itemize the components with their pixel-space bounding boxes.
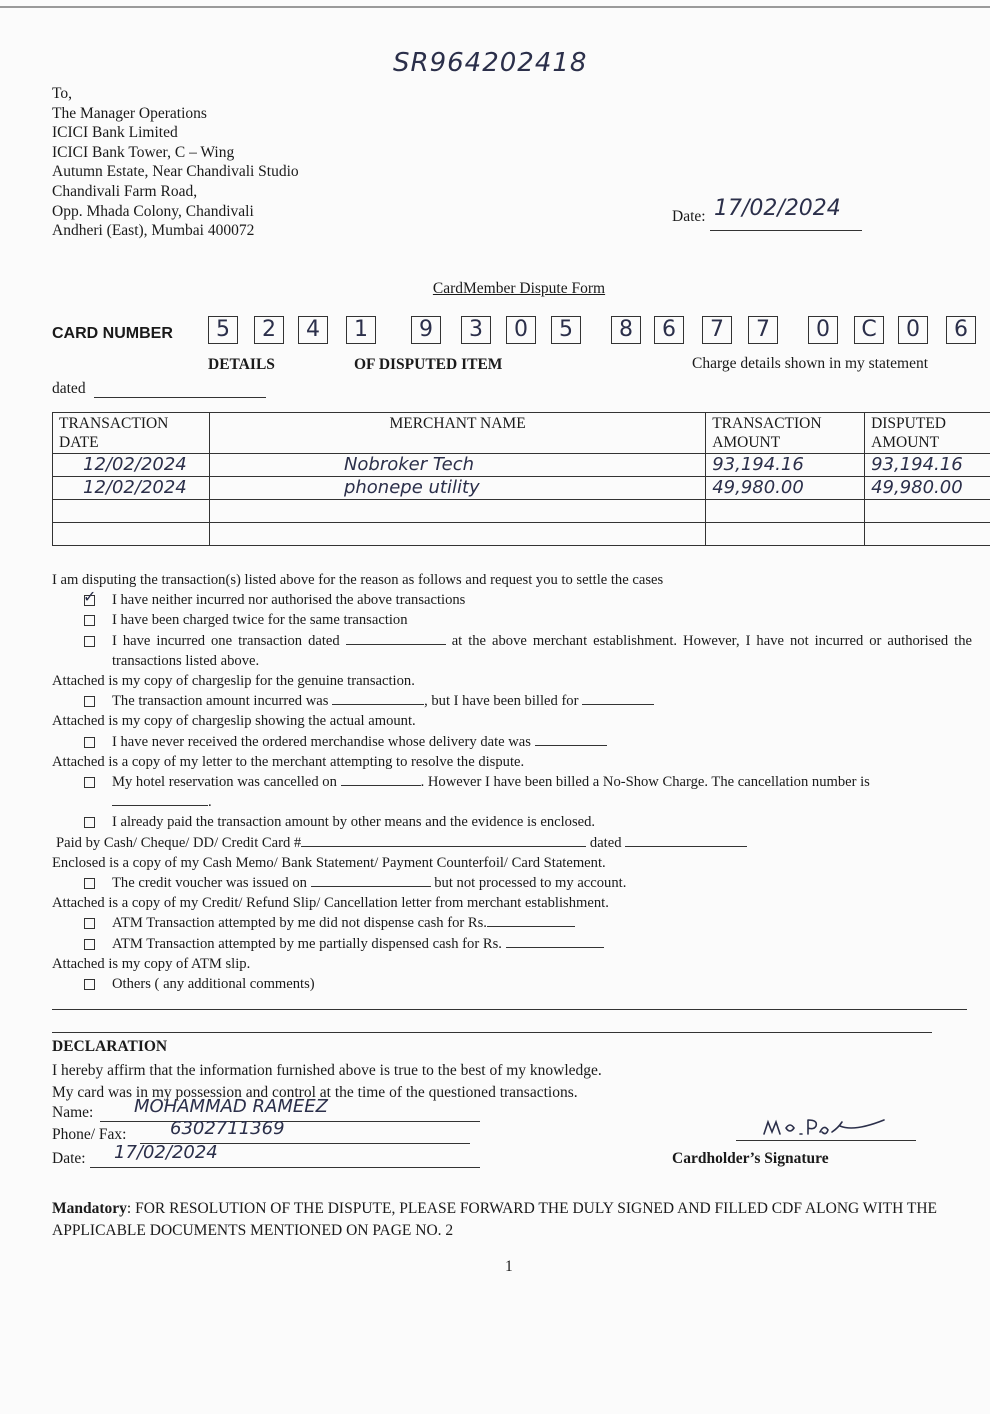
column-header: TRANSACTION AMOUNT (706, 413, 865, 454)
enclosed-note: Enclosed is a copy of my Cash Memo/ Bank Statement/ Payment Counterfoil/ Card Statement. (52, 854, 606, 871)
paid-by-label: Paid by Cash/ Cheque/ DD/ Credit Card # (56, 834, 302, 851)
card-number-label: CARD NUMBER (52, 325, 173, 342)
amount-cell[interactable] (706, 500, 865, 523)
attachment-note: Attached is my copy of chargeslip for the genuine transaction. (52, 673, 415, 690)
card-digit-box[interactable]: C (854, 316, 884, 344)
merchant-cell[interactable]: phonepe utility (209, 477, 705, 500)
signature-label: Cardholder’s Signature (672, 1150, 829, 1167)
cardholder-signature[interactable] (760, 1112, 890, 1148)
column-header: MERCHANT NAME (209, 413, 705, 454)
blank-field[interactable] (506, 935, 604, 948)
name-value[interactable]: MOHAMMAD RAMEEZ (134, 1096, 328, 1117)
blank-field[interactable] (487, 914, 575, 927)
checkbox-icon[interactable] (84, 878, 95, 889)
reason-paid-other (52, 812, 972, 832)
date-label: Date: (52, 1150, 86, 1167)
reason-not-authorised (52, 590, 972, 610)
card-digit-box[interactable]: 5 (208, 316, 238, 344)
attachment-note: Attached is a copy of my Credit/ Refund Slip/ Cancellation letter from merchant establishment. (52, 895, 609, 912)
card-digit-box[interactable]: 6 (654, 316, 684, 344)
card-digit-box[interactable]: 6 (946, 316, 976, 344)
phone-value[interactable]: 6302711369 (170, 1118, 285, 1139)
card-digit-box[interactable]: 7 (748, 316, 778, 344)
txn-date-cell[interactable]: 12/02/2024 (53, 477, 210, 500)
reason-label: , but I have been billed for (424, 693, 579, 710)
checkbox-icon[interactable] (84, 737, 95, 748)
reason-one-transaction (52, 631, 972, 671)
reason-atm-partial (52, 934, 972, 954)
dispute-reasons (52, 570, 972, 994)
reference-number: SR964202418 (393, 48, 588, 78)
phone-label: Phone/ Fax: (52, 1126, 127, 1143)
reason-label: . However I have been billed a No-Show Charge. The cancellation number is (420, 774, 870, 791)
statement-dated (52, 380, 86, 398)
blank-field[interactable] (535, 733, 607, 746)
checkbox-checked-icon[interactable] (84, 595, 95, 606)
disputed-amount-cell[interactable]: 93,194.16 (865, 454, 990, 477)
amount-cell[interactable]: 49,980.00 (706, 477, 865, 500)
card-digit-box[interactable]: 2 (254, 316, 284, 344)
merchant-cell[interactable]: Nobroker Tech (209, 454, 705, 477)
merchant-cell[interactable] (209, 500, 705, 523)
checkbox-icon[interactable] (84, 636, 95, 647)
reason-label: ATM Transaction attempted by me did not dispense cash for Rs. (112, 915, 487, 932)
reason-others (52, 974, 972, 994)
form-date (672, 196, 841, 226)
table-header-row (53, 413, 990, 454)
checkbox-icon[interactable] (84, 939, 95, 950)
blank-field[interactable] (625, 834, 747, 847)
signature-line (736, 1140, 916, 1141)
date-value[interactable]: 17/02/2024 (114, 1142, 218, 1163)
name-field (52, 1096, 328, 1122)
disputed-amount-cell[interactable]: 49,980.00 (865, 477, 990, 500)
disputed-transactions-table (52, 412, 990, 546)
checkbox-icon[interactable] (84, 696, 95, 707)
dated-blank[interactable] (94, 397, 266, 398)
blank-field[interactable] (301, 834, 586, 847)
date-label: Date: (672, 208, 706, 225)
disputed-amount-cell[interactable] (865, 523, 990, 546)
column-header: TRANSACTION DATE (53, 413, 210, 454)
address-line: Chandivali Farm Road, (52, 182, 198, 200)
card-digit-box[interactable]: 8 (611, 316, 641, 344)
declaration-heading: DECLARATION (52, 1038, 168, 1055)
card-digit-box[interactable]: 5 (551, 316, 581, 344)
reason-label: My hotel reservation was cancelled on (112, 774, 337, 791)
table-row (53, 523, 990, 546)
reason-label: I have neither incurred nor authorised the above transactions (112, 592, 466, 609)
txn-date-cell[interactable] (53, 523, 210, 546)
reason-credit-voucher (52, 873, 972, 893)
disputed-item-heading: OF DISPUTED ITEM (354, 356, 503, 373)
paid-dated-label: dated (589, 834, 622, 851)
mandatory-text: : FOR RESOLUTION OF THE DISPUTE, PLEASE FORWARD THE DULY SIGNED AND FILLED CDF ALONG WITH THE APPLICABLE DOCUMENTS MENTIONED ON PAGE NO. 2 (52, 1200, 937, 1239)
reason-amount-differs (52, 691, 972, 711)
address-line: Andheri (East), Mumbai 400072 (52, 222, 255, 240)
date-underline (90, 1167, 480, 1168)
attachment-note: Attached is a copy of my letter to the merchant attempting to resolve the dispute. (52, 753, 525, 770)
blank-field[interactable] (332, 692, 424, 705)
paid-by-line (52, 833, 972, 853)
details-heading: DETAILS (208, 356, 275, 373)
address-line: Opp. Mhada Colony, Chandivali (52, 202, 254, 220)
attachment-note: Attached is my copy of ATM slip. (52, 955, 251, 972)
checkbox-icon[interactable] (84, 777, 95, 788)
reason-label: but not processed to my account. (434, 875, 627, 892)
reason-label: I have incurred one transaction dated (112, 632, 340, 649)
blank-field[interactable] (341, 773, 421, 786)
card-digit-box[interactable]: 1 (346, 316, 376, 344)
attachment-note: Attached is my copy of chargeslip showing the actual amount. (52, 713, 416, 730)
reason-label: ATM Transaction attempted by me partially dispensed cash for Rs. (112, 935, 502, 952)
card-digit-box[interactable]: 9 (411, 316, 441, 344)
comments-line[interactable] (52, 1032, 932, 1033)
address-line: Autumn Estate, Near Chandivali Studio (52, 163, 299, 181)
recipient-address (52, 84, 299, 241)
checkbox-icon[interactable] (84, 615, 95, 626)
reason-label: I have never received the ordered merchandise whose delivery date was (112, 733, 531, 750)
mandatory-note (52, 1198, 977, 1242)
checkbox-icon[interactable] (84, 918, 95, 929)
checkbox-icon[interactable] (84, 979, 95, 990)
card-digit-box[interactable]: 0 (808, 316, 838, 344)
card-digit-box[interactable]: 0 (898, 316, 928, 344)
txn-date-cell[interactable] (53, 500, 210, 523)
amount-cell[interactable] (706, 523, 865, 546)
form-title: CardMember Dispute Form (432, 280, 606, 297)
declaration-line: I hereby affirm that the information furnished above is true to the best of my knowledge. (52, 1062, 602, 1079)
table-row (53, 500, 990, 523)
signature-scribble-icon (760, 1112, 890, 1142)
address-line: ICICI Bank Limited (52, 124, 178, 142)
cancellation-number-line: . (52, 792, 972, 812)
date-value[interactable]: 17/02/2024 (714, 196, 841, 221)
dated-label: dated (52, 380, 86, 397)
reason-label: I already paid the transaction amount by other means and the evidence is enclosed. (112, 814, 596, 831)
scan-edge-line (0, 6, 990, 8)
card-digit-box[interactable]: 4 (298, 316, 328, 344)
declaration-date-field (52, 1142, 218, 1168)
reason-charged-twice (52, 610, 972, 630)
txn-date-cell[interactable]: 12/02/2024 (53, 454, 210, 477)
reasons-intro: I am disputing the transaction(s) listed above for the reason as follows and request you to settle the cases (52, 572, 664, 588)
page-number: 1 (505, 1258, 513, 1275)
blank-field[interactable] (112, 793, 208, 806)
charge-details-heading: Charge details shown in my statement (692, 355, 929, 372)
merchant-cell[interactable] (209, 523, 705, 546)
address-line: ICICI Bank Tower, C – Wing (52, 143, 235, 161)
reason-atm-none (52, 913, 972, 933)
column-header: DISPUTED AMOUNT (865, 413, 990, 454)
date-underline (710, 230, 862, 231)
address-line: To, (52, 85, 73, 102)
table-row (53, 477, 990, 500)
reason-hotel (52, 772, 972, 792)
table-row (53, 454, 990, 477)
disputed-amount-cell[interactable] (865, 500, 990, 523)
reason-label: at the above merchant establishment. However, I have not incurred or authorised the transactions listed above. (112, 632, 972, 669)
blank-field[interactable] (582, 692, 654, 705)
name-underline (100, 1121, 480, 1122)
reason-label: Others ( any additional comments) (112, 976, 315, 993)
amount-cell[interactable]: 93,194.16 (706, 454, 865, 477)
name-label: Name: (52, 1104, 94, 1121)
address-line: The Manager Operations (52, 104, 207, 122)
reason-label: The credit voucher was issued on (112, 875, 307, 892)
reason-merchandise (52, 732, 972, 752)
comments-line[interactable] (52, 1009, 967, 1010)
blank-field[interactable] (346, 632, 446, 645)
blank-field[interactable] (311, 874, 431, 887)
card-digit-box[interactable]: 7 (702, 316, 732, 344)
card-digit-box[interactable]: 0 (506, 316, 536, 344)
checkbox-icon[interactable] (84, 817, 95, 828)
reason-label: I have been charged twice for the same transaction (112, 612, 408, 629)
card-digit-box[interactable]: 3 (461, 316, 491, 344)
mandatory-label: Mandatory (52, 1200, 127, 1217)
reason-label: The transaction amount incurred was (112, 693, 329, 710)
declaration-line: My card was in my possession and control at the time of the questioned transactions. (52, 1083, 578, 1101)
